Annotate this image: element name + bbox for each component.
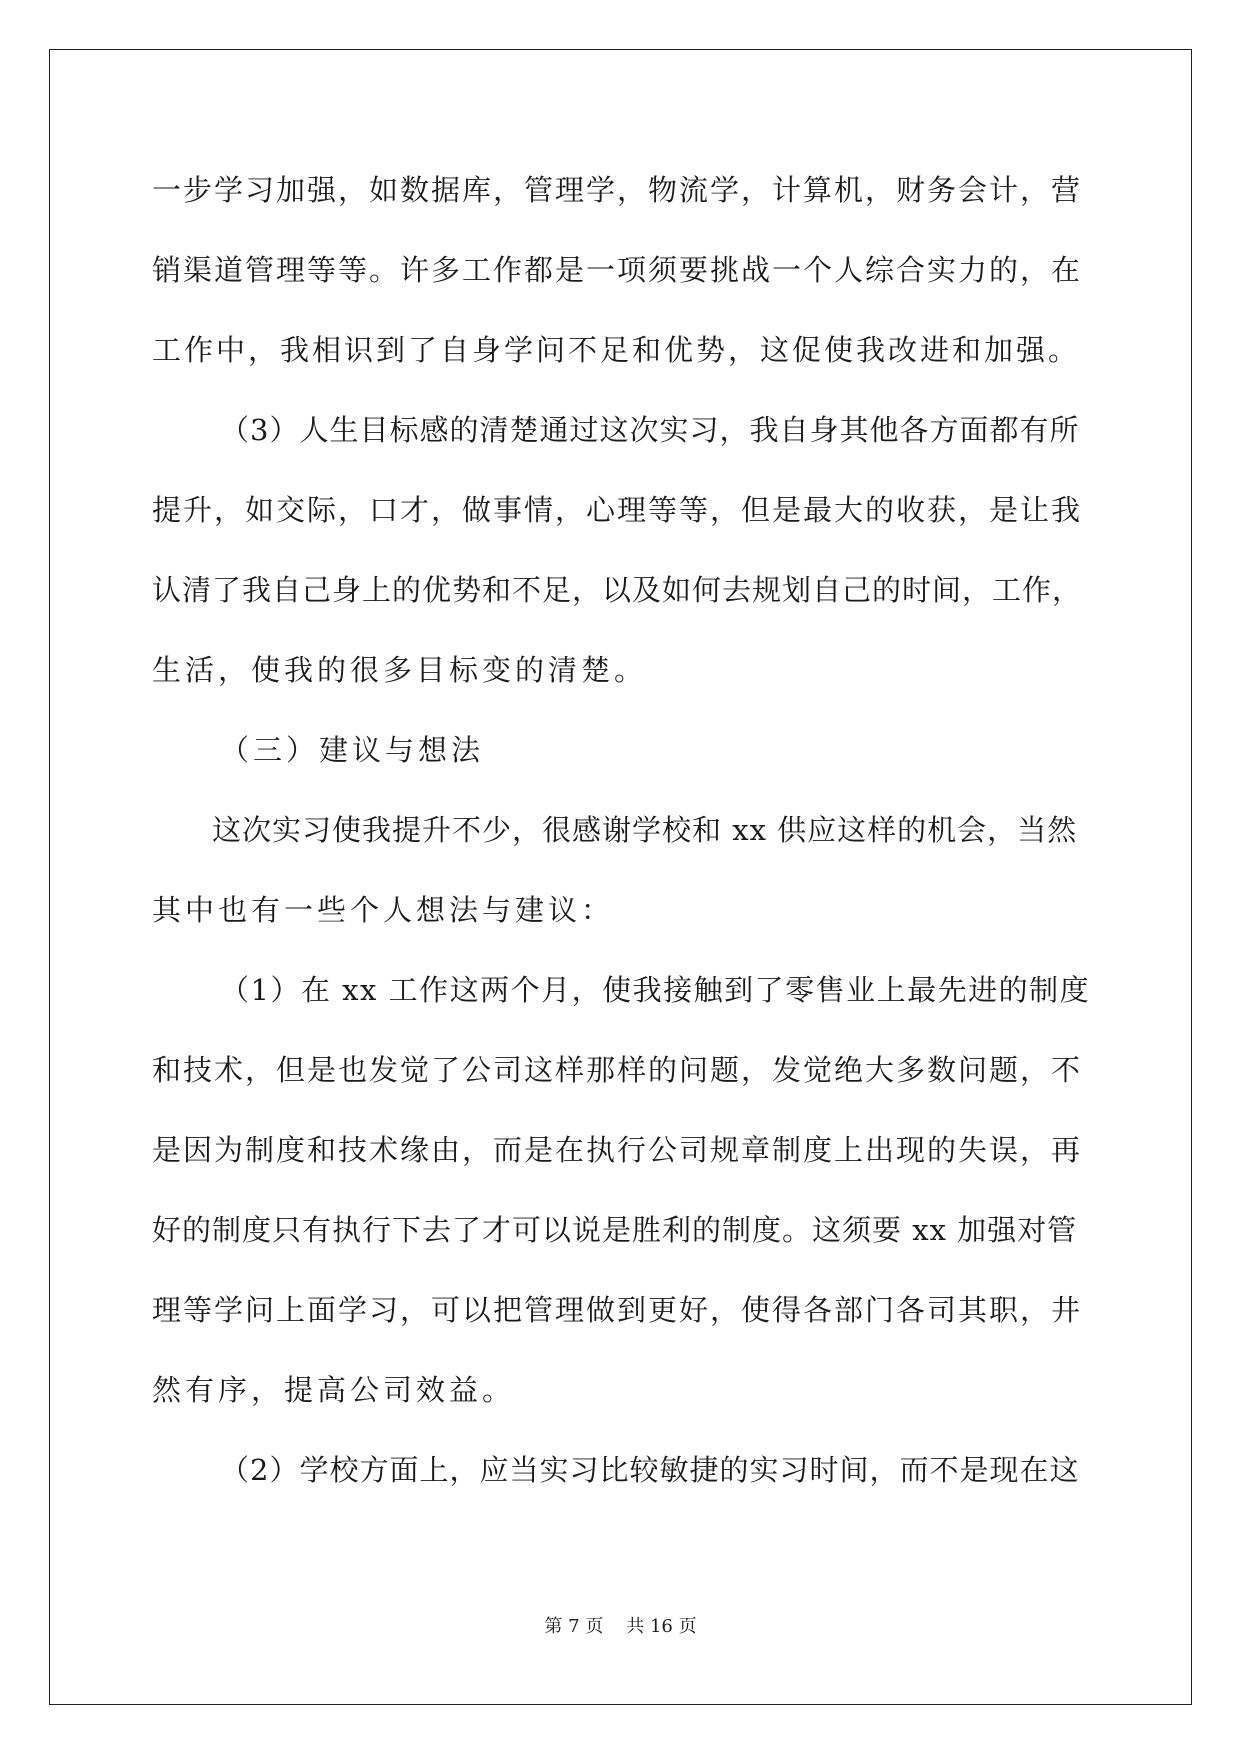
text-line: 好的制度只有执行下去了才可以说是胜利的制度。这须要 xx 加强对管 (152, 1213, 1078, 1247)
text-line: 认清了我自己身上的优势和不足，以及如何去规划自己的时间，工作， (152, 573, 1083, 607)
text-line: （1）在 xx 工作这两个月，使我接触到了零售业上最先进的制度 (220, 973, 1091, 1007)
text-line: 一步学习加强，如数据库，管理学，物流学，计算机，财务会计，营 (152, 173, 1083, 207)
text-line: 生活，使我的很多目标变的清楚。 (152, 653, 648, 687)
text-line: 其中也有一些个人想法与建议： (152, 893, 615, 927)
text-line: （2）学校方面上，应当实习比较敏捷的实习时间，而不是现在这 (220, 1453, 1080, 1487)
text-line: 工作中，我相识到了自身学问不足和优势，这促使我改进和加强。 (152, 333, 1081, 367)
text-line: 销渠道管理等等。许多工作都是一项须要挑战一个人综合实力的，在 (152, 253, 1083, 287)
text-line: 然有序，提高公司效益。 (152, 1373, 516, 1407)
text-line: （3）人生目标感的清楚通过这次实习，我自身其他各方面都有所 (220, 413, 1080, 447)
text-line: 这次实习使我提升不少，很感谢学校和 xx 供应这样的机会，当然 (212, 813, 1078, 847)
text-line: 和技术，但是也发觉了公司这样那样的问题，发觉绝大多数问题，不 (152, 1053, 1083, 1087)
section-heading: （三）建议与想法 (220, 733, 485, 767)
text-line: 是因为制度和技术缘由，而是在执行公司规章制度上出现的失误，再 (152, 1133, 1083, 1167)
page-total: 共 16 页 (626, 1616, 697, 1637)
text-line: 提升，如交际，口才，做事情，心理等等，但是最大的收获，是让我 (152, 493, 1083, 527)
page-number: 第 7 页 (544, 1616, 604, 1637)
text-line: 理等学问上面学习，可以把管理做到更好，使得各部门各司其职，井 (152, 1293, 1083, 1327)
page-footer (0, 1615, 1241, 1639)
